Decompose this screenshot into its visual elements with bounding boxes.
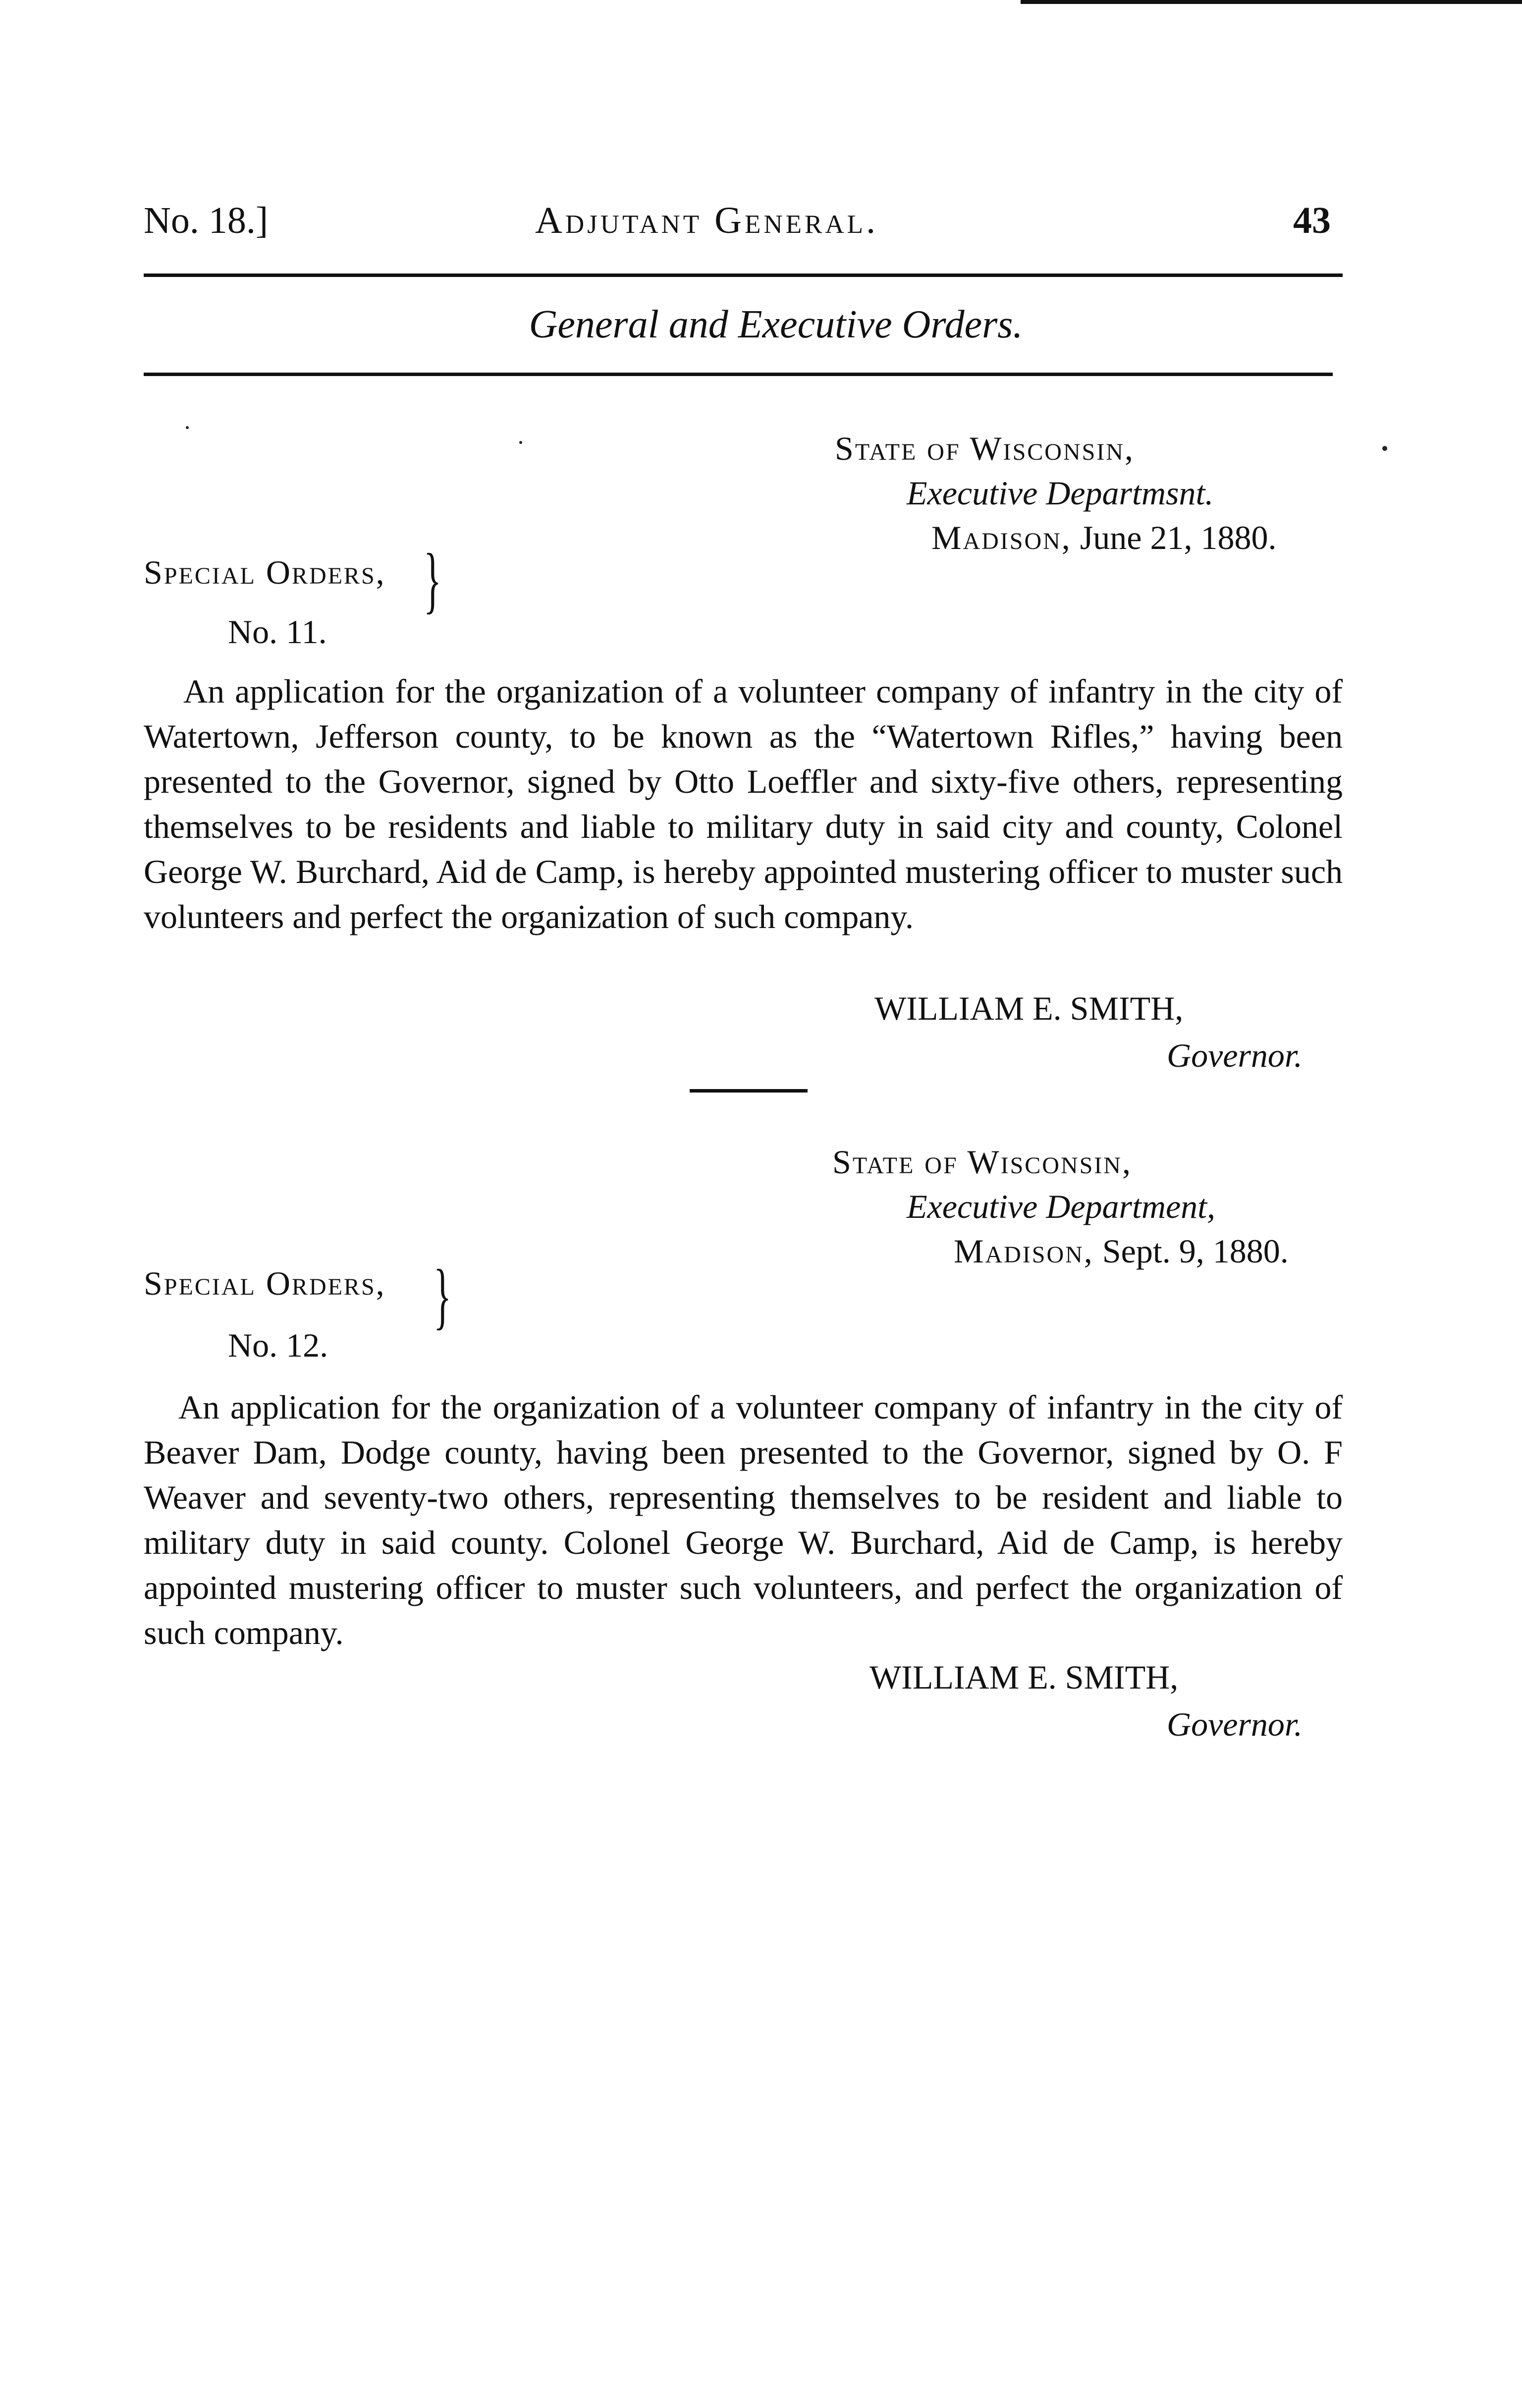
order-divider (690, 1089, 808, 1093)
order-11-date: June 21, 1880. (1080, 519, 1277, 556)
order-12-signatory: WILLIAM E. SMITH, (870, 1658, 1179, 1696)
order-12-place: Madison, (954, 1232, 1094, 1270)
order-11-state: State of Wisconsin, (835, 430, 1135, 467)
order-11-dateline (931, 515, 1276, 560)
order-11-title: Governor. (1167, 1037, 1303, 1074)
order-12-department: Executive Department, (907, 1188, 1216, 1225)
scan-speck (186, 426, 189, 429)
order-11-number: No. 11. (228, 613, 327, 651)
order-12-state: State of Wisconsin, (832, 1143, 1132, 1181)
scan-speck (519, 441, 522, 444)
order-12-date: Sept. 9, 1880. (1102, 1232, 1289, 1270)
page-number: 43 (1293, 200, 1331, 241)
order-12-dateline (954, 1229, 1289, 1273)
order-11-place: Madison, (931, 519, 1072, 556)
order-11-signatory: WILLIAM E. SMITH, (874, 989, 1184, 1027)
document-number: No. 18.] (144, 200, 269, 241)
order-12-label: Special Orders, (144, 1264, 386, 1302)
section-title: General and Executive Orders. (529, 303, 1023, 346)
order-12-number: No. 12. (228, 1326, 328, 1364)
section-rule (144, 373, 1333, 376)
scan-speck (1382, 446, 1387, 451)
top-edge-rule (1021, 0, 1522, 4)
order-12-brace: } (434, 1255, 451, 1337)
order-11-department: Executive Departmsnt. (907, 474, 1214, 512)
order-11-brace: } (424, 539, 441, 621)
order-12-body: An application for the organization of a volunteer company of infantry in the city of Beaver Dam, Dodge county, having been presented to the Governor, signed by O. F Weaver and seventy-two others, representing themselves to be resident and liable to military duty in said county. Colonel George W. Burchard, Aid de Camp, is hereby appointed mustering officer to muster such volunteers, and perfect the organization of such company. (144, 1388, 1343, 1651)
running-title: Adjutant General. (535, 200, 879, 241)
order-11-label: Special Orders, (144, 553, 386, 591)
header-rule (144, 274, 1343, 277)
order-11-body: An application for the organization of a volunteer company of infantry in the city of Watertown, Jefferson county, to be known as the “Watertown Rifles,” having been presented to the Governor, signed by Otto Loeffler and sixty-five others, representing themselves to be residents and liable to military duty in said city and county, Colonel George W. Burchard, Aid de Camp, is hereby appointed mustering officer to muster such volunteers and perfect the organization of such company. (144, 672, 1343, 935)
order-12-title: Governor. (1167, 1705, 1303, 1743)
